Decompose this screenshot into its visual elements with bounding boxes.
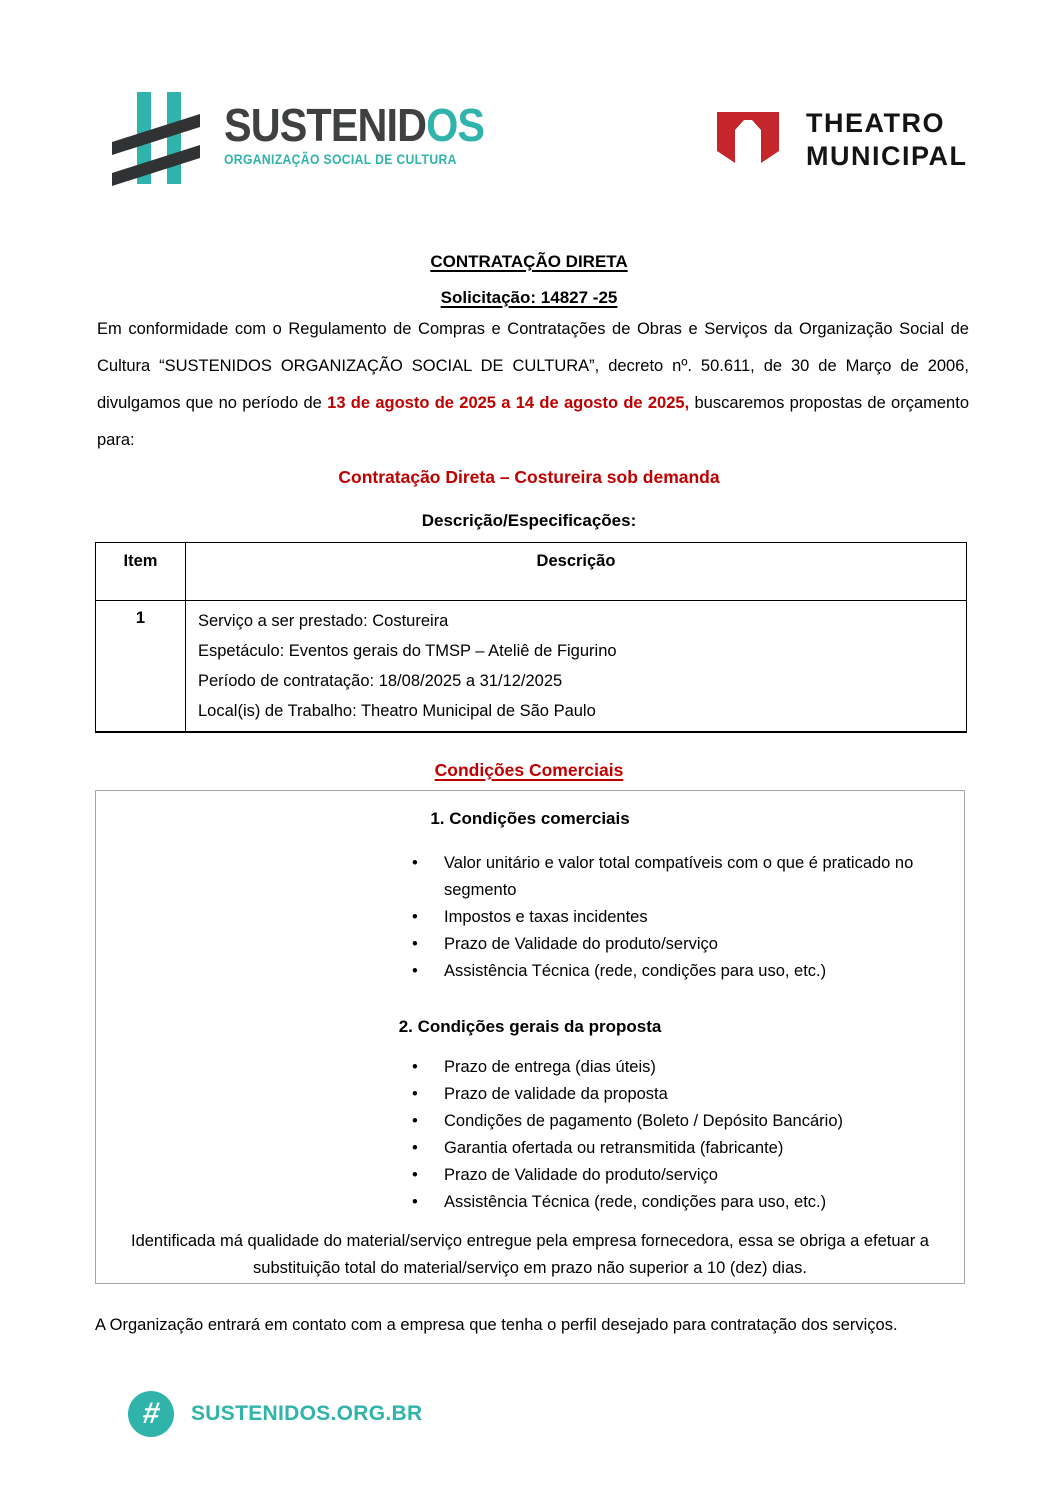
title-line2-solicitation: Solicitação: 14827 -25 — [440, 288, 618, 307]
bullet-item: • Garantia ofertada ou retransmitida (fabricante) — [96, 1135, 964, 1162]
title-line1: CONTRATAÇÃO DIRETA — [430, 252, 628, 271]
bullet-item: • Valor unitário e valor total compatíveis com o que é praticado no segmento — [96, 850, 964, 904]
bullet-item: • Impostos e taxas incidentes — [96, 904, 964, 931]
table-row — [96, 601, 967, 733]
conditions-section2-title: 2. Condições gerais da proposta — [398, 1017, 662, 1036]
spec-table — [95, 542, 967, 733]
desc-line-location: Local(is) de Trabalho: Theatro Municipal de São Paulo — [198, 702, 596, 720]
intro-text-before: Em conformidade com o Regulamento de Compras e Contratações de Obras e Serviços da Organização Social de Cultura “SUSTENIDOS ORGANIZAÇÃO SOCIAL DE CULTURA”, decreto nº. 50.611, de 30 de Março de 2006, divulgamos que no período de — [97, 320, 969, 412]
theatro-arch-icon — [716, 111, 780, 169]
footer — [128, 1391, 422, 1437]
quality-replacement-note: Identificada má qualidade do material/serviço entregue pela empresa fornecedora, essa se obriga a efetuar a substituição total do material/serviço em prazo não superior a 10 (dez) dias. — [131, 1232, 929, 1277]
table-header-item: Item — [96, 543, 186, 601]
theatro-line2: MUNICIPAL — [806, 141, 968, 171]
intro-text-after: buscaremos propostas de orçamento para: — [97, 394, 969, 449]
desc-line-show: Espetáculo: Eventos gerais do TMSP – Ateliê de Figurino — [198, 642, 617, 660]
footer-hash-glyph: # — [140, 1397, 162, 1430]
sustenidos-logo — [110, 90, 513, 186]
table-header-row — [96, 543, 967, 601]
intro-paragraph — [97, 311, 969, 459]
sustenidos-tagline: ORGANIZAÇÃO SOCIAL DE CULTURA — [224, 152, 457, 167]
bullet-item: • Assistência Técnica (rede, condições para uso, etc.) — [96, 958, 964, 985]
closing-paragraph: A Organização entrará em contato com a empresa que tenha o perfil desejado para contratação dos serviços. — [95, 1316, 898, 1334]
subject-heading: Contratação Direta – Costureira sob demanda — [338, 467, 720, 487]
document-title — [0, 244, 1058, 316]
table-header-desc: Descrição — [186, 543, 967, 601]
bullet-item: • Prazo de Validade do produto/serviço — [96, 1162, 964, 1189]
item-number-cell: 1 — [96, 601, 186, 733]
theatro-wordmark — [806, 107, 968, 173]
conditions-section1-title: 1. Condições comerciais — [430, 809, 630, 828]
brand-accent: OS — [426, 99, 485, 151]
bullet-item: • Prazo de entrega (dias úteis) — [96, 1054, 964, 1081]
bullet-item: • Assistência Técnica (rede, condições para uso, etc.) — [96, 1189, 964, 1216]
conditions-heading — [0, 760, 1058, 781]
period-highlight: 13 de agosto de 2025 a 14 de agosto de 2025, — [327, 394, 690, 412]
theatro-line1: THEATRO — [806, 108, 945, 138]
item-description-cell — [186, 601, 967, 733]
desc-line-service: Serviço a ser prestado: Costureira — [198, 612, 449, 630]
footer-hash-icon — [128, 1391, 174, 1437]
desc-line-period: Período de contratação: 18/08/2025 a 31/12/2025 — [198, 672, 563, 690]
bullet-item: • Prazo de validade da proposta — [96, 1081, 964, 1108]
spec-heading: Descrição/Especificações: — [421, 511, 637, 530]
footer-url: SUSTENIDOS.ORG.BR — [191, 1402, 423, 1425]
brand-dark: SUSTENID — [224, 99, 427, 151]
bullet-item: • Prazo de Validade do produto/serviço — [96, 931, 964, 958]
sustenidos-brand — [224, 99, 485, 151]
sustenidos-hash-icon — [110, 90, 214, 186]
theatro-municipal-logo — [716, 103, 968, 173]
conditions-heading-text: Condições Comerciais — [434, 760, 624, 780]
conditions-section1-list — [96, 850, 964, 985]
conditions-section2-list — [96, 1054, 964, 1216]
conditions-box — [95, 790, 965, 1284]
sustenidos-wordmark — [224, 99, 485, 167]
bullet-item: • Condições de pagamento (Boleto / Depósito Bancário) — [96, 1108, 964, 1135]
